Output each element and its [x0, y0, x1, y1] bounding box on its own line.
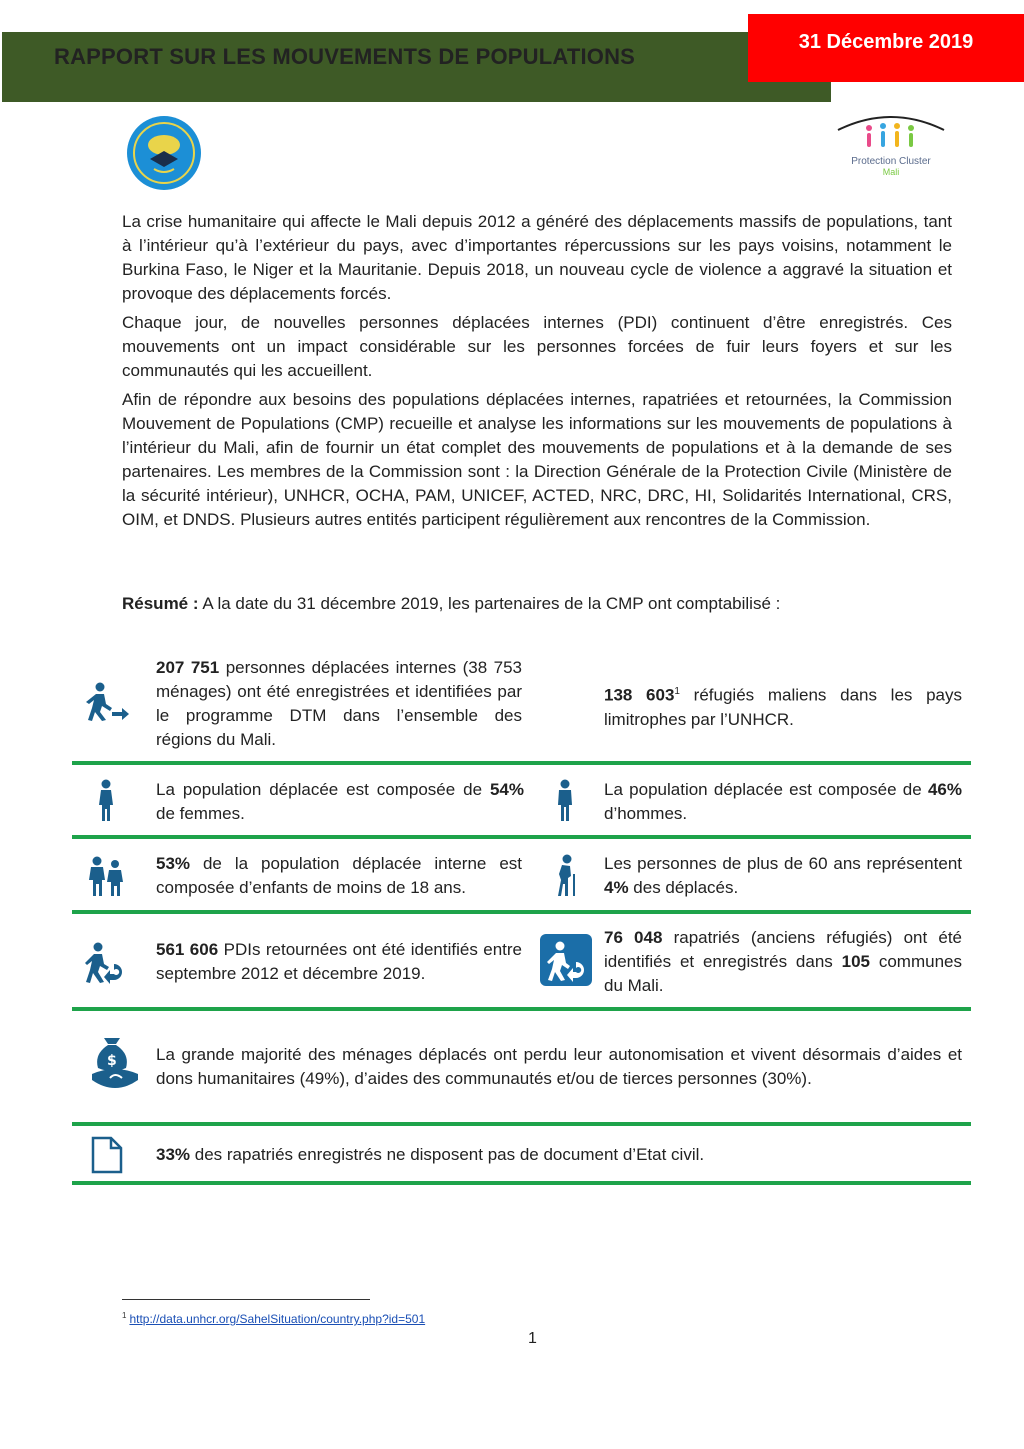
returnees-count-text: [156, 938, 522, 986]
page-number: 1: [528, 1330, 537, 1347]
section-divider: [72, 1181, 971, 1185]
protection-cluster-country: Mali: [882, 167, 900, 177]
men-share-text: [604, 778, 962, 826]
refugees-count-desc: réfugiés maliens dans les pays limitrophes par l’UNHCR.: [604, 685, 962, 729]
footnote-number: 1: [122, 1311, 127, 1320]
women-share-suffix: de femmes.: [156, 804, 245, 823]
children-share-text: [156, 852, 522, 900]
protection-cluster-label: [832, 156, 950, 178]
footnote-ref: 1: [674, 686, 680, 697]
documents-share-desc: des rapatriés enregistrés ne disposent pas de document d’Etat civil.: [190, 1145, 705, 1164]
women-share-prefix: La population déplacée est composée de: [156, 780, 490, 799]
section-divider: [72, 1122, 971, 1126]
repatriated-count-desc-a: rapatriés (anciens réfugiés) ont été identifiés et enregistrés dans: [604, 928, 963, 971]
section-divider: [72, 761, 971, 765]
svg-text:$: $: [107, 1053, 117, 1069]
footnote-link[interactable]: http://data.unhcr.org/SahelSituation/country.php?id=501: [129, 1312, 426, 1326]
intro-paragraph-1: La crise humanitaire qui affecte le Mali depuis 2012 a généré des déplacements massifs de populations, tant à l’intérieur qu’à l’extérieur du pays, avec d’importantes répercussions sur les pays voisins, notamment le Burkina Faso, le Niger et la Mauritanie. Depuis 2018, un nouveau cycle de violence a aggravé la situation et provoque des déplacements forcés.: [122, 212, 952, 303]
report-title: RAPPORT SUR LES MOUVEMENTS DE POPULATIONS: [54, 44, 636, 69]
protection-cluster-name: Protection Cluster: [851, 156, 931, 167]
man-icon: [554, 779, 576, 826]
elderly-share-prefix: Les personnes de plus de 60 ans représentent: [604, 854, 962, 873]
section-divider: [72, 1007, 971, 1011]
elderly-share-text: [604, 852, 962, 900]
women-share-value: 54%: [489, 780, 524, 799]
summary-line: [122, 592, 952, 616]
intro-section: [122, 210, 952, 537]
women-share-text: [156, 778, 524, 826]
person-return-arrow-icon: [84, 942, 130, 989]
money-bag-aid-icon: [90, 1034, 140, 1101]
returnees-count-desc: PDIs retournées ont été identifiés entre septembre 2012 et décembre 2019.: [156, 940, 523, 983]
intro-paragraph-3: Afin de répondre aux besoins des populations déplacées internes, rapatriées et retournées, la Commission Mouvement de Populations (CMP) recueille et analyse les informations sur les mouvements de populations à l’intérieur du Mali, afin de fournir un état complet des mouvements de populations et à la demande de ses partenaires. Les membres de la Commission sont : la Direction Générale de la Protection Civile (Ministère de la sécurité intérieur), UNHCR, OCHA, PAM, UNICEF, ACTED, NRC, DRC, HI, Solidarités International, CRS, OIM, et DNDS. Plusieurs autres entités participent régulièrement aux rencontres de la Commission.: [122, 390, 952, 529]
children-share-desc: de la population déplacée interne est composée d’enfants de moins de 18 ans.: [156, 854, 522, 897]
woman-icon: [95, 779, 117, 826]
documents-share-value: 33%: [156, 1145, 191, 1164]
elderly-share-suffix: des déplacés.: [628, 878, 739, 897]
repatriated-count-value: 76 048: [604, 928, 663, 947]
idp-count-value: 207 751: [156, 658, 220, 677]
idp-count-text: [156, 656, 522, 752]
section-divider: [72, 910, 971, 914]
repatriation-sign-icon: [540, 934, 592, 991]
children-icon: [88, 856, 124, 901]
children-share-value: 53%: [156, 854, 191, 873]
mali-civil-protection-seal-icon: [126, 115, 202, 191]
summary-text: A la date du 31 décembre 2019, les partenaires de la CMP ont comptabilisé :: [198, 594, 781, 613]
elderly-person-icon: [554, 854, 578, 901]
refugees-count-value: 138 603: [604, 685, 675, 705]
returnees-count-value: 561 606: [156, 940, 219, 959]
summary-label: Résumé :: [122, 594, 199, 613]
repatriated-count-desc-b: communes du Mali.: [604, 952, 962, 995]
idp-count-desc: personnes déplacées internes (38 753 ménages) ont été enregistrées et identifiées par le programme DTM dans l’ensemble des régions du Mali.: [156, 658, 522, 749]
report-date: 31 Décembre 2019: [798, 31, 974, 53]
intro-paragraph-2: Chaque jour, de nouvelles personnes déplacées internes (PDI) continuent d’être enregistrés. Ces mouvements ont un impact considérable sur les personnes forcées de fuir leurs foyers et sur les communautés qui les accueillent.: [122, 313, 952, 380]
documents-text: [156, 1143, 962, 1167]
person-walking-arrow-icon: [84, 682, 130, 727]
men-share-suffix: d’hommes.: [604, 804, 688, 823]
livelihood-text: La grande majorité des ménages déplacés ont perdu leur autonomisation et vivent désormais d’aides et dons humanitaires (49%), d’aides des communautés et/ou de tierces personnes (30%).: [156, 1045, 962, 1088]
repatriated-count-text: [604, 926, 962, 998]
footnote-divider: [122, 1299, 370, 1300]
refugees-count-text: [604, 680, 962, 732]
men-share-prefix: La population déplacée est composée de: [604, 780, 928, 799]
section-divider: [72, 835, 971, 839]
elderly-share-value: 4%: [604, 878, 629, 897]
men-share-value: 46%: [927, 780, 962, 799]
repatriated-communes-value: 105: [841, 952, 870, 971]
date-box: [748, 14, 1024, 82]
document-icon: [91, 1136, 123, 1179]
footnote: [122, 1311, 425, 1326]
